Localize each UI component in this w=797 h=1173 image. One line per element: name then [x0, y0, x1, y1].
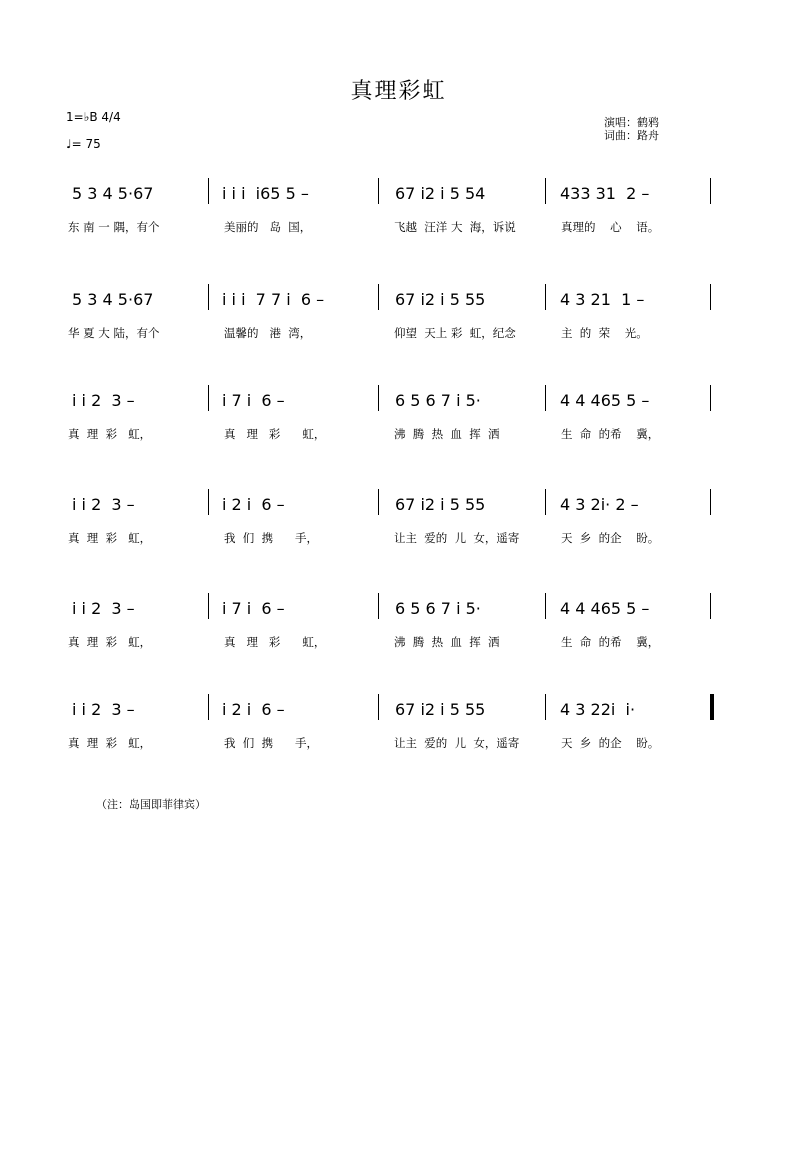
measure: i i 2 3 –: [72, 390, 135, 410]
lyric-phrase: 真 理 彩 虹，: [68, 531, 152, 545]
singer-credit: 演唱：鹤鸦: [604, 116, 659, 129]
measure: 5 3 4 5·67: [72, 289, 154, 309]
lyric-row: [68, 634, 728, 650]
measure: 5 3 4 5·67: [72, 183, 154, 203]
lyric-phrase: 真理的 心 语。: [561, 220, 660, 234]
lyric-phrase: 真 理 彩 虹，: [68, 736, 152, 750]
barline: [710, 178, 711, 204]
barline: [710, 489, 711, 515]
notation-row: [60, 383, 730, 417]
song-title: 真理彩虹: [350, 79, 447, 104]
measure: 4 3 2i· 2 –: [560, 494, 639, 514]
barline: [545, 178, 546, 204]
key-signature: 1=♭B 4/4: [66, 110, 121, 124]
tempo-marking: ♩= 75: [66, 137, 101, 151]
notation-row: [60, 176, 730, 210]
lyric-phrase: 真 理 彩 虹，: [224, 635, 326, 649]
measure: 4 3 22i i·: [560, 699, 636, 719]
lyric-row: [68, 219, 728, 235]
lyric-phrase: 让主 爱的 儿 女，遥寄: [394, 736, 520, 750]
measure: 4 3 21 1 –: [560, 289, 645, 309]
final-barline: [710, 694, 714, 720]
lyric-phrase: 仰望 天上 彩 虹，纪念: [394, 326, 516, 340]
notation-row: [60, 591, 730, 625]
barline: [208, 593, 209, 619]
barline: [208, 694, 209, 720]
barline: [208, 284, 209, 310]
barline: [545, 284, 546, 310]
lyric-phrase: 真 理 彩 虹，: [68, 635, 152, 649]
barline: [545, 385, 546, 411]
barline: [545, 593, 546, 619]
measure: 67 i2 i 5 55: [395, 494, 486, 514]
lyric-phrase: 让主 爱的 儿 女，遥寄: [394, 531, 520, 545]
credits: [604, 116, 659, 142]
lyric-phrase: 主 的 荣 光。: [561, 326, 648, 340]
lyric-row: [68, 735, 728, 751]
lyric-phrase: 温馨的 港 湾，: [224, 326, 312, 340]
barline: [208, 489, 209, 515]
lyric-phrase: 真 理 彩 虹，: [68, 427, 152, 441]
measure: i i 2 3 –: [72, 494, 135, 514]
lyric-row: [68, 530, 728, 546]
barline: [378, 694, 379, 720]
measure: 433 31 2 –: [560, 183, 650, 203]
lyric-phrase: 我 们 携 手，: [224, 531, 319, 545]
lyric-phrase: 沸 腾 热 血 挥 洒: [394, 427, 500, 441]
measure: 4 4 465 5 –: [560, 390, 650, 410]
measure: i 2 i 6 –: [222, 494, 285, 514]
notation-row: [60, 282, 730, 316]
barline: [545, 694, 546, 720]
measure: 6 5 6 7 i 5·: [395, 598, 481, 618]
notation-row: [60, 692, 730, 726]
measure: i i 2 3 –: [72, 699, 135, 719]
measure: 67 i2 i 5 55: [395, 289, 486, 309]
measure: i 7 i 6 –: [222, 598, 285, 618]
lyric-row: [68, 426, 728, 442]
measure: 6 5 6 7 i 5·: [395, 390, 481, 410]
lyric-phrase: 天 乡 的企 盼。: [561, 531, 660, 545]
measure: 4 4 465 5 –: [560, 598, 650, 618]
barline: [378, 178, 379, 204]
writer-credit: 词曲：路舟: [604, 129, 659, 142]
barline: [378, 385, 379, 411]
lyric-phrase: 真 理 彩 虹，: [224, 427, 326, 441]
lyric-phrase: 东 南 一 隅，有个: [68, 220, 160, 234]
footnote: （注：岛国即菲律宾）: [96, 798, 206, 811]
notation-row: [60, 487, 730, 521]
barline: [710, 593, 711, 619]
measure: i i i 7 7 i 6 –: [222, 289, 325, 309]
barline: [208, 178, 209, 204]
lyric-phrase: 天 乡 的企 盼。: [561, 736, 660, 750]
measure: i 2 i 6 –: [222, 699, 285, 719]
lyric-phrase: 生 命 的希 冀，: [561, 635, 660, 649]
lyric-phrase: 美丽的 岛 国，: [224, 220, 312, 234]
lyric-phrase: 沸 腾 热 血 挥 洒: [394, 635, 500, 649]
barline: [208, 385, 209, 411]
measure: 67 i2 i 5 55: [395, 699, 486, 719]
lyric-phrase: 生 命 的希 冀，: [561, 427, 660, 441]
lyric-phrase: 飞越 汪洋 大 海，诉说: [394, 220, 516, 234]
measure: i 7 i 6 –: [222, 390, 285, 410]
lyric-row: [68, 325, 728, 341]
lyric-phrase: 华 夏 大 陆，有个: [68, 326, 160, 340]
barline: [378, 489, 379, 515]
barline: [545, 489, 546, 515]
lyric-phrase: 我 们 携 手，: [224, 736, 319, 750]
barline: [378, 284, 379, 310]
barline: [378, 593, 379, 619]
measure: i i 2 3 –: [72, 598, 135, 618]
barline: [710, 385, 711, 411]
measure: i i i i65 5 –: [222, 183, 309, 203]
barline: [710, 284, 711, 310]
measure: 67 i2 i 5 54: [395, 183, 486, 203]
